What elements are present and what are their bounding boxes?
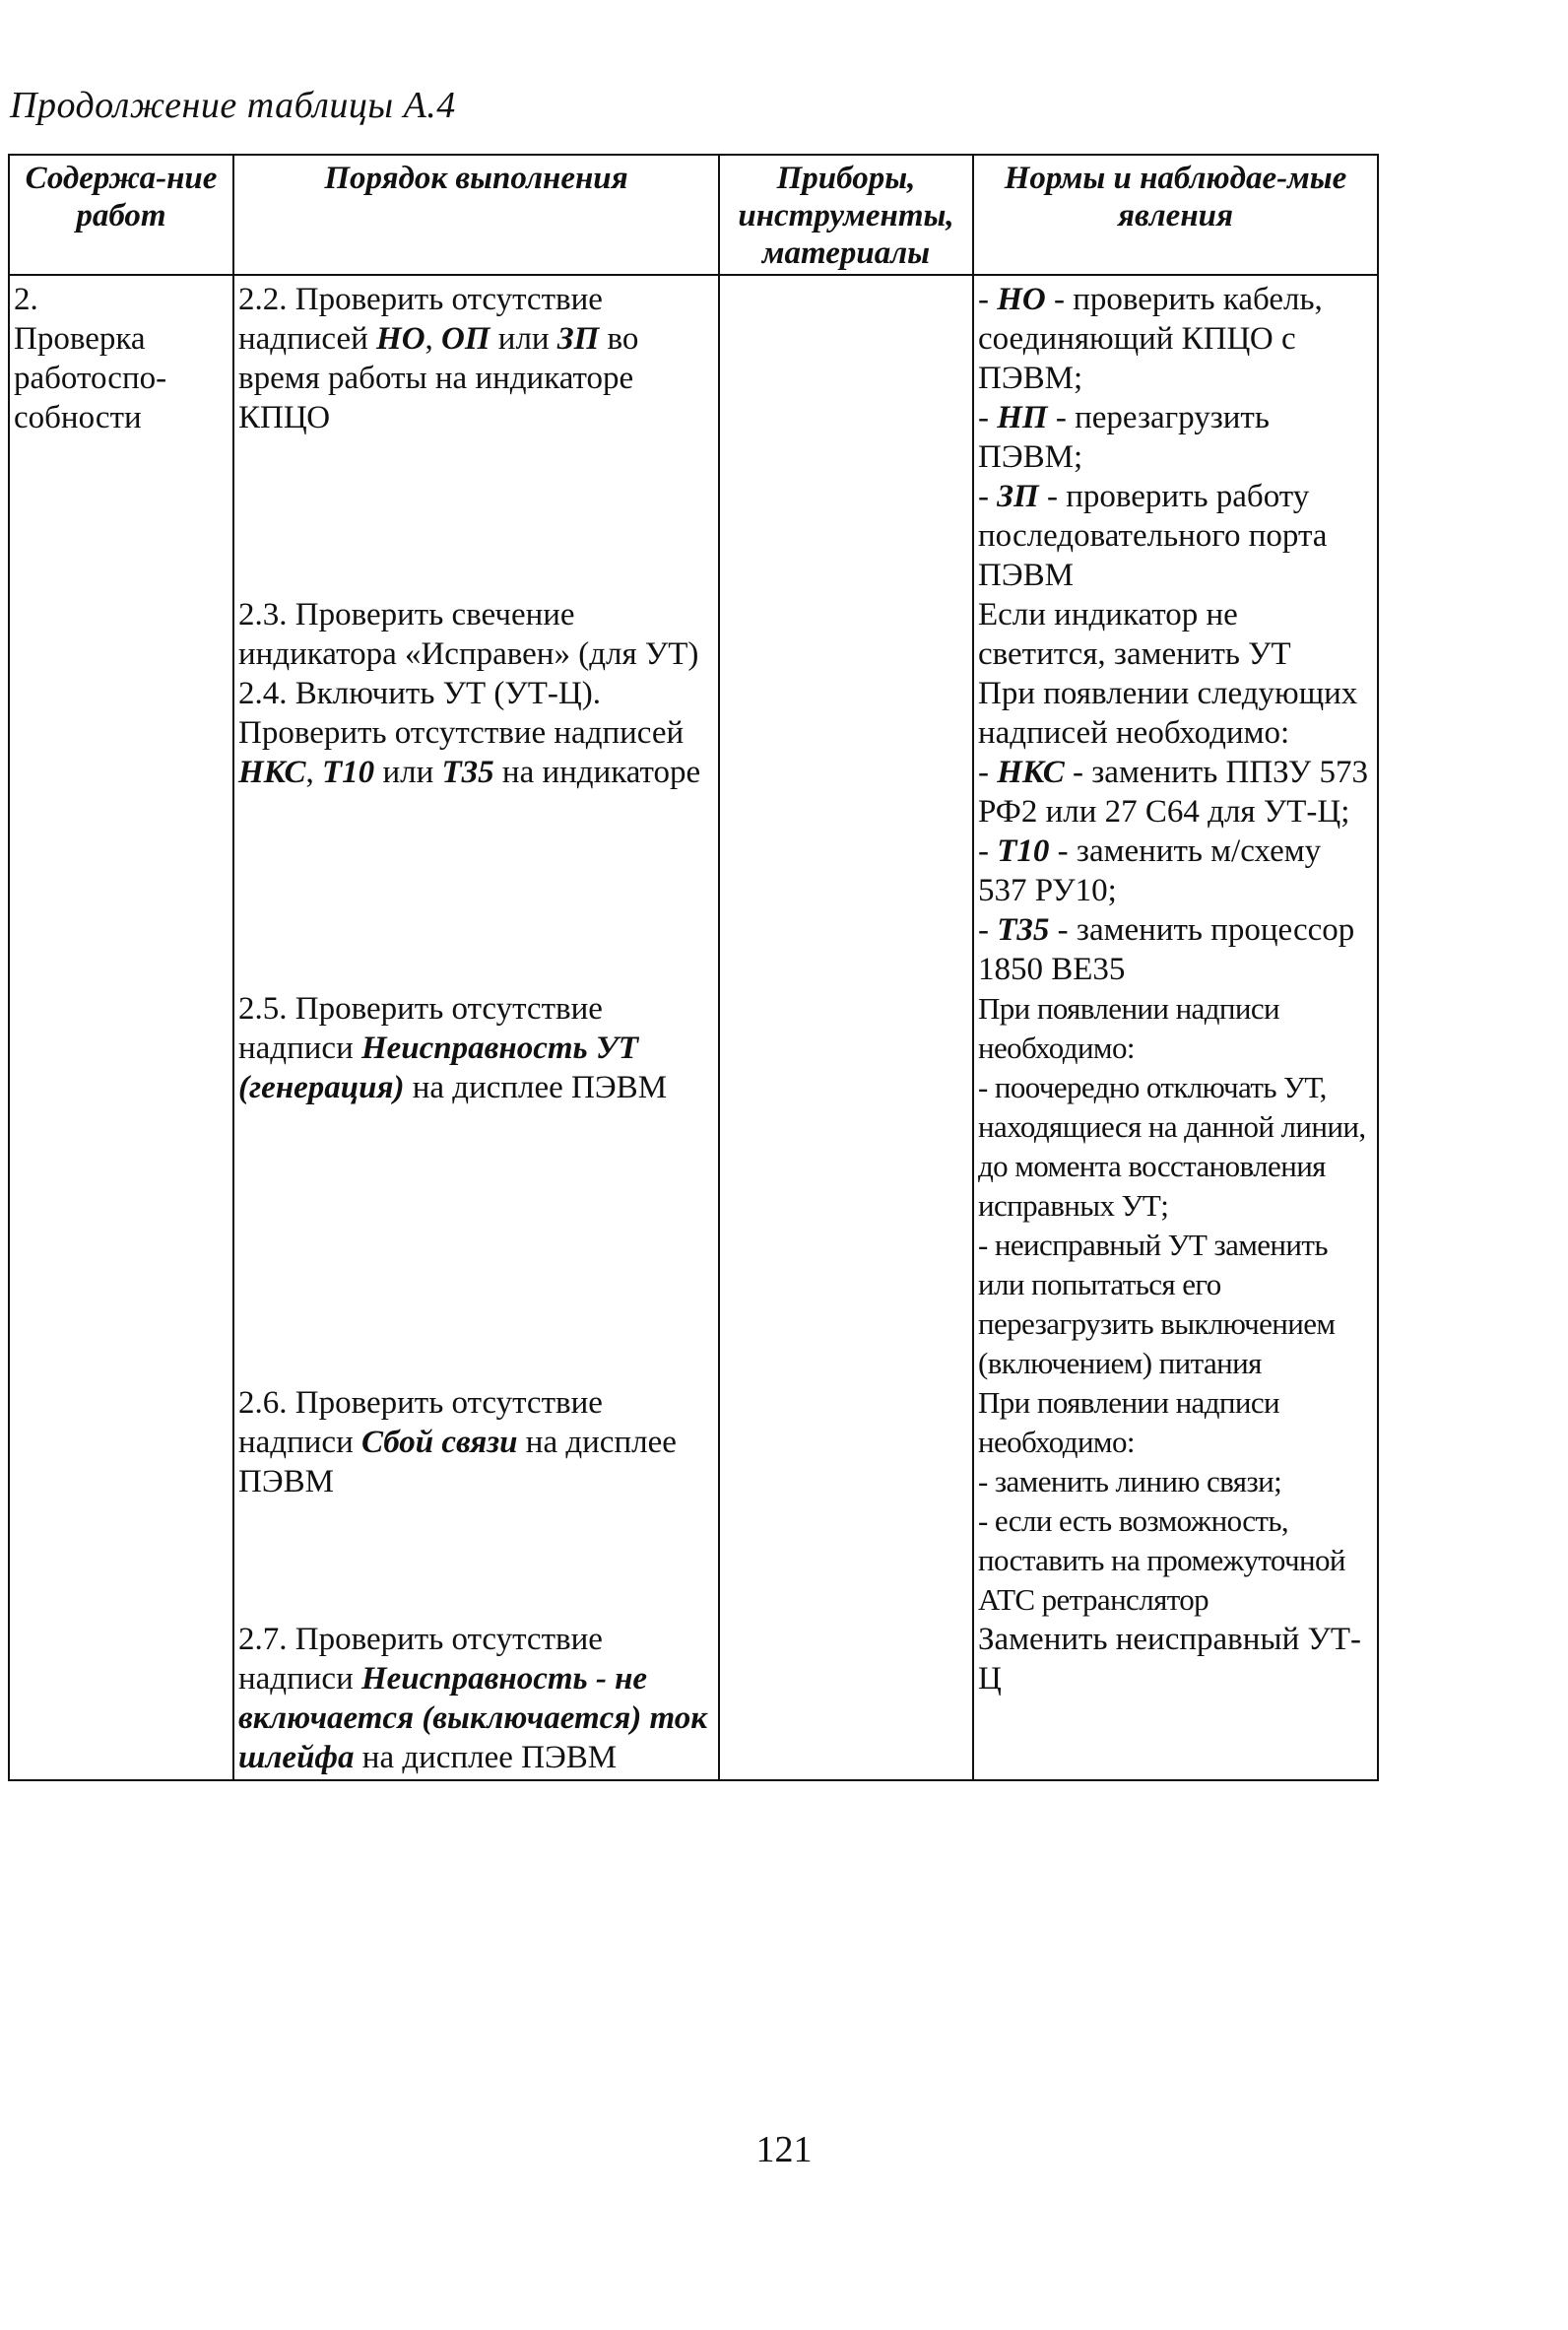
norm-text: - проверить кабель, соединяющий КПЦО с ПЭВМ; bbox=[978, 282, 1323, 396]
norm-text: НП bbox=[997, 400, 1048, 435]
norm-step bbox=[978, 674, 1373, 989]
page-number: 121 bbox=[755, 2129, 813, 2170]
order-text: на индикаторе bbox=[493, 755, 701, 790]
table-caption: Продолжение таблицы А.4 bbox=[10, 85, 456, 126]
norm-step bbox=[978, 280, 1373, 595]
norm-text: - если есть возможность, поставить на промежуточной АТС ретранслятор bbox=[978, 1503, 1345, 1617]
norm-text: НКС bbox=[997, 755, 1065, 790]
norm-text: - заменить линию связи; bbox=[978, 1464, 1282, 1498]
procedure-step bbox=[238, 595, 714, 674]
order-text: 2.7. Проверить отсутствие надписи bbox=[238, 1622, 603, 1697]
norm-text: - заменить м/схему 537 РУ10; bbox=[978, 833, 1322, 908]
order-text: 2.2. Проверить отсутствие надписей bbox=[238, 282, 603, 357]
order-text: 2.5. Проверить отсутствие надписи bbox=[238, 991, 603, 1066]
procedure-step bbox=[238, 674, 714, 989]
procedure-step bbox=[238, 1620, 714, 1777]
norm-text: При появлении надписи необходимо: bbox=[978, 991, 1280, 1065]
norm-text: - bbox=[978, 755, 998, 790]
order-text: во время работы на индикаторе КПЦО bbox=[238, 321, 639, 435]
procedure-step bbox=[238, 989, 714, 1383]
norm-text: - неисправный УТ заменить или попытаться его перезагрузить выключением (включением) питания bbox=[978, 1228, 1336, 1380]
order-text: , bbox=[425, 321, 442, 357]
table-row bbox=[9, 275, 1378, 1780]
norm-text: - bbox=[978, 400, 998, 435]
norm-text: - bbox=[978, 833, 998, 869]
header-procedure: Порядок выполнения bbox=[233, 155, 719, 275]
norm-step bbox=[978, 1620, 1373, 1777]
maintenance-table bbox=[8, 154, 1379, 1781]
work-content-text: 2. Проверка работоспо-собности bbox=[14, 282, 167, 435]
norms-steps bbox=[978, 280, 1373, 1777]
procedure-steps bbox=[238, 280, 714, 1777]
norm-text: Если индикатор не светится, заменить УТ bbox=[978, 597, 1291, 672]
tools-cell bbox=[719, 275, 973, 1780]
table-header-row bbox=[9, 155, 1378, 275]
procedure-step bbox=[238, 280, 714, 595]
header-work-content: Содержа-ние работ bbox=[9, 155, 233, 275]
order-text: НКС bbox=[238, 755, 306, 790]
order-text: Сбой связи bbox=[360, 1425, 518, 1460]
order-text: на дисплее ПЭВМ bbox=[354, 1740, 618, 1775]
norm-text: - заменить процессор 1850 ВЕ35 bbox=[978, 912, 1355, 987]
work-content-cell bbox=[9, 275, 233, 1780]
order-text: ОП bbox=[441, 321, 490, 357]
norm-text: При появлении следующих надписей необходимо: bbox=[978, 676, 1358, 751]
order-text: 2.3. Проверить свечение индикатора «Исправен» (для УТ) bbox=[238, 597, 699, 672]
norm-text: - проверить работу последовательного порта ПЭВМ bbox=[978, 479, 1328, 593]
norm-text: ЗП bbox=[997, 479, 1039, 514]
norm-text: Т35 bbox=[997, 912, 1050, 948]
norm-text: Заменить неисправный УТ-Ц bbox=[978, 1622, 1362, 1697]
procedure-step bbox=[238, 1383, 714, 1620]
norm-text: - заменить ППЗУ 573 РФ2 или 27 С64 для УТ-Ц; bbox=[978, 755, 1368, 830]
norm-step bbox=[978, 595, 1373, 674]
order-text: Т35 bbox=[441, 755, 494, 790]
order-text: Неисправность УТ (генерация) bbox=[238, 1031, 638, 1105]
order-text: или bbox=[374, 755, 442, 790]
order-text: Неисправность - не включается (выключается) ток шлейфа bbox=[238, 1661, 707, 1775]
norm-text: НО bbox=[997, 282, 1046, 317]
norm-text: При появлении надписи необходимо: bbox=[978, 1385, 1280, 1459]
header-tools: Приборы, инструменты, материалы bbox=[719, 155, 973, 275]
norm-text: Т10 bbox=[997, 833, 1050, 869]
norm-step bbox=[978, 1383, 1373, 1620]
order-text: на дисплее ПЭВМ bbox=[238, 1425, 677, 1499]
order-text: 2.6. Проверить отсутствие надписи bbox=[238, 1385, 603, 1460]
norm-step bbox=[978, 989, 1373, 1383]
norm-text: - bbox=[978, 912, 998, 948]
norm-text: - bbox=[978, 282, 998, 317]
order-text: Т10 bbox=[322, 755, 375, 790]
order-text: ЗП bbox=[556, 321, 600, 357]
order-text: или bbox=[490, 321, 557, 357]
order-text: на дисплее ПЭВМ bbox=[404, 1070, 668, 1105]
norm-text: - перезагрузить ПЭВМ; bbox=[978, 400, 1270, 475]
norm-text: - bbox=[978, 479, 998, 514]
procedure-cell bbox=[233, 275, 719, 1780]
order-text: , bbox=[305, 755, 323, 790]
norm-text: - поочередно отключать УТ, находящиеся на данной линии, до момента восстановления исправных УТ; bbox=[978, 1070, 1366, 1223]
norms-cell bbox=[973, 275, 1378, 1780]
order-text: 2.4. Включить УТ (УТ-Ц). Проверить отсутствие надписей bbox=[238, 676, 685, 751]
header-norms: Нормы и наблюдае-мые явления bbox=[973, 155, 1378, 275]
order-text: НО bbox=[376, 321, 425, 357]
